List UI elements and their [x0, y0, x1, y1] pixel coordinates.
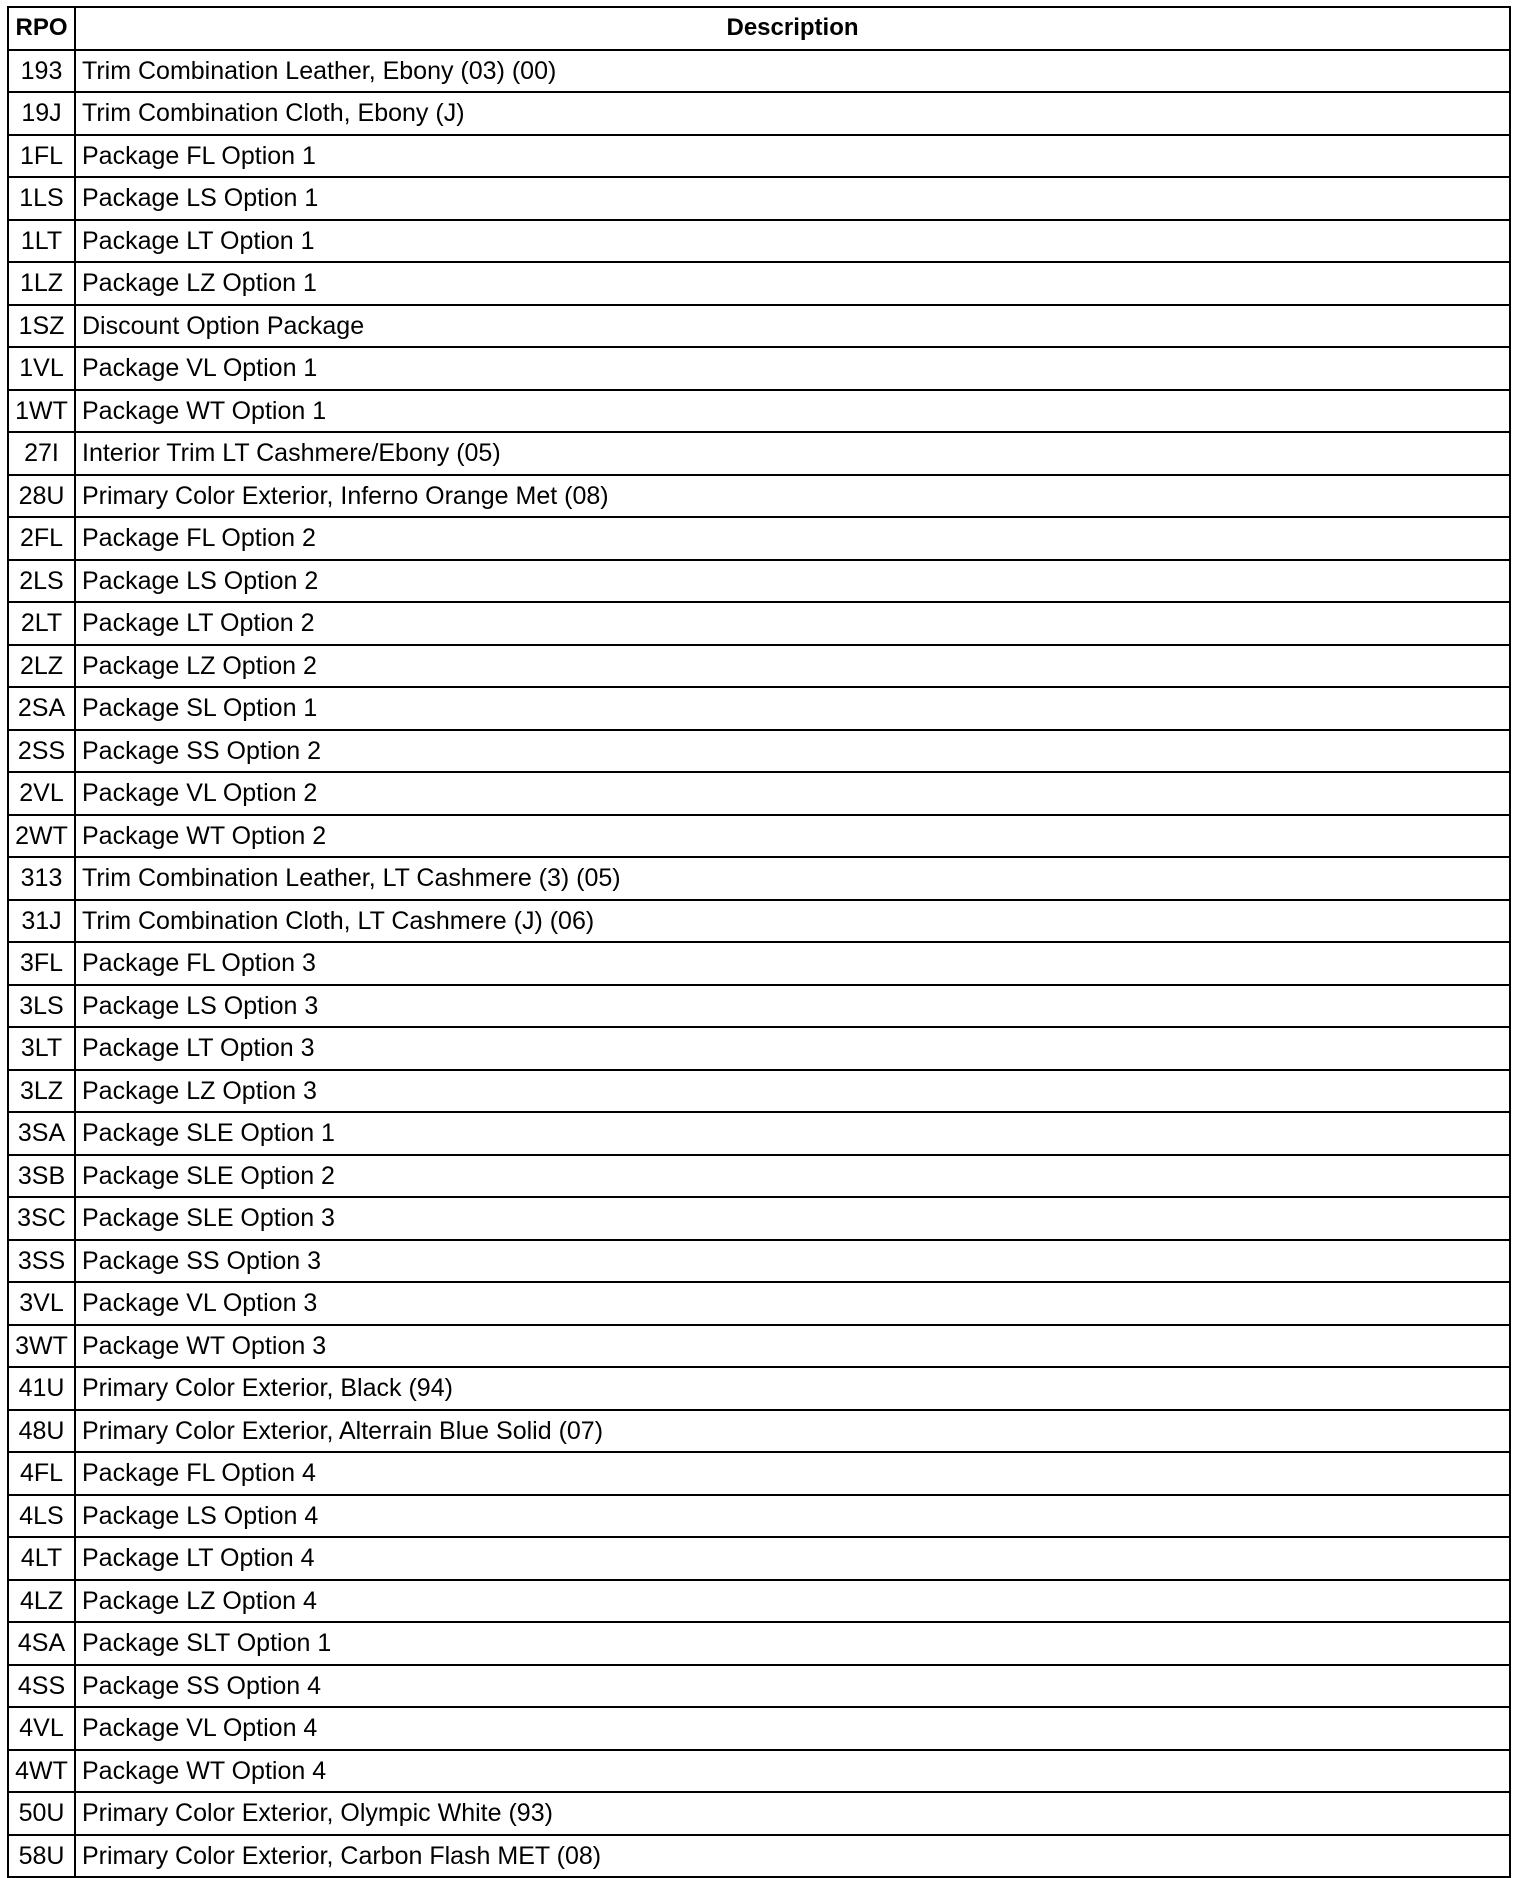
description-cell: Package VL Option 4: [75, 1707, 1510, 1750]
rpo-code-cell: 4FL: [8, 1452, 75, 1495]
table-row: [8, 220, 1510, 263]
rpo-code-cell: 1VL: [8, 347, 75, 390]
table-row: [8, 1495, 1510, 1538]
rpo-code-cell: 28U: [8, 475, 75, 518]
table-row: [8, 1410, 1510, 1453]
rpo-code-cell: 2SA: [8, 687, 75, 730]
table-row: [8, 1155, 1510, 1198]
table-row: [8, 390, 1510, 433]
table-row: [8, 857, 1510, 900]
rpo-code-cell: 3WT: [8, 1325, 75, 1368]
table-row: [8, 517, 1510, 560]
description-cell: Package VL Option 2: [75, 772, 1510, 815]
description-cell: Discount Option Package: [75, 305, 1510, 348]
description-cell: Trim Combination Cloth, Ebony (J): [75, 92, 1510, 135]
description-cell: Primary Color Exterior, Alterrain Blue Solid (07): [75, 1410, 1510, 1453]
rpo-code-cell: 3VL: [8, 1282, 75, 1325]
header-row: [8, 7, 1510, 50]
table-row: [8, 1027, 1510, 1070]
description-cell: Package VL Option 1: [75, 347, 1510, 390]
rpo-code-cell: 2LT: [8, 602, 75, 645]
table-row: [8, 772, 1510, 815]
description-cell: Package FL Option 3: [75, 942, 1510, 985]
table-row: [8, 475, 1510, 518]
rpo-code-cell: 3FL: [8, 942, 75, 985]
table-row: [8, 645, 1510, 688]
description-cell: Package LZ Option 3: [75, 1070, 1510, 1113]
description-cell: Package VL Option 3: [75, 1282, 1510, 1325]
table-row: [8, 1707, 1510, 1750]
rpo-code-cell: 19J: [8, 92, 75, 135]
description-cell: Package LT Option 4: [75, 1537, 1510, 1580]
description-cell: Trim Combination Leather, LT Cashmere (3) (05): [75, 857, 1510, 900]
description-cell: Package LT Option 3: [75, 1027, 1510, 1070]
rpo-code-cell: 3SS: [8, 1240, 75, 1283]
description-cell: Package LZ Option 4: [75, 1580, 1510, 1623]
rpo-code-cell: 2SS: [8, 730, 75, 773]
description-cell: Package WT Option 1: [75, 390, 1510, 433]
description-cell: Package WT Option 4: [75, 1750, 1510, 1793]
table-row: [8, 815, 1510, 858]
description-cell: Trim Combination Leather, Ebony (03) (00): [75, 50, 1510, 93]
description-cell: Package LS Option 4: [75, 1495, 1510, 1538]
rpo-code-cell: 4LZ: [8, 1580, 75, 1623]
rpo-code-cell: 3SC: [8, 1197, 75, 1240]
table-row: [8, 432, 1510, 475]
description-cell: Package FL Option 1: [75, 135, 1510, 178]
description-cell: Package SS Option 2: [75, 730, 1510, 773]
table-row: [8, 942, 1510, 985]
table-row: [8, 1580, 1510, 1623]
rpo-code-cell: 313: [8, 857, 75, 900]
table-row: [8, 177, 1510, 220]
table-row: [8, 92, 1510, 135]
table-row: [8, 560, 1510, 603]
table-row: [8, 602, 1510, 645]
header-rpo: RPO: [8, 7, 75, 50]
description-cell: Package LZ Option 2: [75, 645, 1510, 688]
rpo-code-cell: 4SA: [8, 1622, 75, 1665]
rpo-code-cell: 31J: [8, 900, 75, 943]
rpo-code-cell: 2FL: [8, 517, 75, 560]
rpo-code-cell: 58U: [8, 1835, 75, 1878]
description-cell: Package SL Option 1: [75, 687, 1510, 730]
rpo-code-cell: 1LT: [8, 220, 75, 263]
table-row: [8, 1537, 1510, 1580]
description-cell: Package FL Option 2: [75, 517, 1510, 560]
description-cell: Primary Color Exterior, Carbon Flash MET (08): [75, 1835, 1510, 1878]
table-row: [8, 262, 1510, 305]
description-cell: Package SLE Option 2: [75, 1155, 1510, 1198]
rpo-code-cell: 2LS: [8, 560, 75, 603]
table-row: [8, 305, 1510, 348]
header-description: Description: [75, 7, 1510, 50]
rpo-code-cell: 3SB: [8, 1155, 75, 1198]
table-body: [8, 50, 1510, 1878]
table-row: [8, 1367, 1510, 1410]
rpo-code-cell: 1WT: [8, 390, 75, 433]
description-cell: Package LS Option 2: [75, 560, 1510, 603]
rpo-code-cell: 1SZ: [8, 305, 75, 348]
rpo-code-cell: 2LZ: [8, 645, 75, 688]
rpo-code-cell: 4VL: [8, 1707, 75, 1750]
description-cell: Package WT Option 2: [75, 815, 1510, 858]
description-cell: Package FL Option 4: [75, 1452, 1510, 1495]
table-row: [8, 1325, 1510, 1368]
rpo-code-cell: 3LZ: [8, 1070, 75, 1113]
description-cell: Package LT Option 1: [75, 220, 1510, 263]
rpo-code-cell: 4WT: [8, 1750, 75, 1793]
description-cell: Package SLE Option 1: [75, 1112, 1510, 1155]
rpo-code-cell: 27I: [8, 432, 75, 475]
description-cell: Package SS Option 4: [75, 1665, 1510, 1708]
table-row: [8, 1070, 1510, 1113]
description-cell: Package SLE Option 3: [75, 1197, 1510, 1240]
rpo-code-cell: 4LT: [8, 1537, 75, 1580]
rpo-table: [7, 6, 1511, 1878]
table-row: [8, 1112, 1510, 1155]
table-row: [8, 1665, 1510, 1708]
table-row: [8, 1240, 1510, 1283]
description-cell: Package SS Option 3: [75, 1240, 1510, 1283]
rpo-code-cell: 1FL: [8, 135, 75, 178]
description-cell: Package WT Option 3: [75, 1325, 1510, 1368]
rpo-code-cell: 4SS: [8, 1665, 75, 1708]
description-cell: Trim Combination Cloth, LT Cashmere (J) (06): [75, 900, 1510, 943]
rpo-code-cell: 3SA: [8, 1112, 75, 1155]
description-cell: Package LT Option 2: [75, 602, 1510, 645]
rpo-code-cell: 1LZ: [8, 262, 75, 305]
table-header: [8, 7, 1510, 50]
rpo-code-cell: 3LT: [8, 1027, 75, 1070]
rpo-code-cell: 2VL: [8, 772, 75, 815]
description-cell: Package LS Option 3: [75, 985, 1510, 1028]
description-cell: Package SLT Option 1: [75, 1622, 1510, 1665]
table-row: [8, 1835, 1510, 1878]
description-cell: Package LZ Option 1: [75, 262, 1510, 305]
description-cell: Package LS Option 1: [75, 177, 1510, 220]
rpo-code-cell: 2WT: [8, 815, 75, 858]
rpo-code-cell: 193: [8, 50, 75, 93]
table-row: [8, 1452, 1510, 1495]
rpo-code-cell: 3LS: [8, 985, 75, 1028]
table-row: [8, 50, 1510, 93]
rpo-code-cell: 50U: [8, 1792, 75, 1835]
table-row: [8, 1792, 1510, 1835]
table-row: [8, 1622, 1510, 1665]
table-row: [8, 1197, 1510, 1240]
rpo-code-cell: 1LS: [8, 177, 75, 220]
rpo-code-cell: 4LS: [8, 1495, 75, 1538]
table-row: [8, 900, 1510, 943]
description-cell: Primary Color Exterior, Inferno Orange Met (08): [75, 475, 1510, 518]
table-row: [8, 135, 1510, 178]
table-row: [8, 730, 1510, 773]
table-row: [8, 1282, 1510, 1325]
table-row: [8, 347, 1510, 390]
rpo-code-cell: 48U: [8, 1410, 75, 1453]
table-row: [8, 687, 1510, 730]
rpo-code-cell: 41U: [8, 1367, 75, 1410]
description-cell: Interior Trim LT Cashmere/Ebony (05): [75, 432, 1510, 475]
description-cell: Primary Color Exterior, Black (94): [75, 1367, 1510, 1410]
description-cell: Primary Color Exterior, Olympic White (93): [75, 1792, 1510, 1835]
table-row: [8, 985, 1510, 1028]
table-row: [8, 1750, 1510, 1793]
